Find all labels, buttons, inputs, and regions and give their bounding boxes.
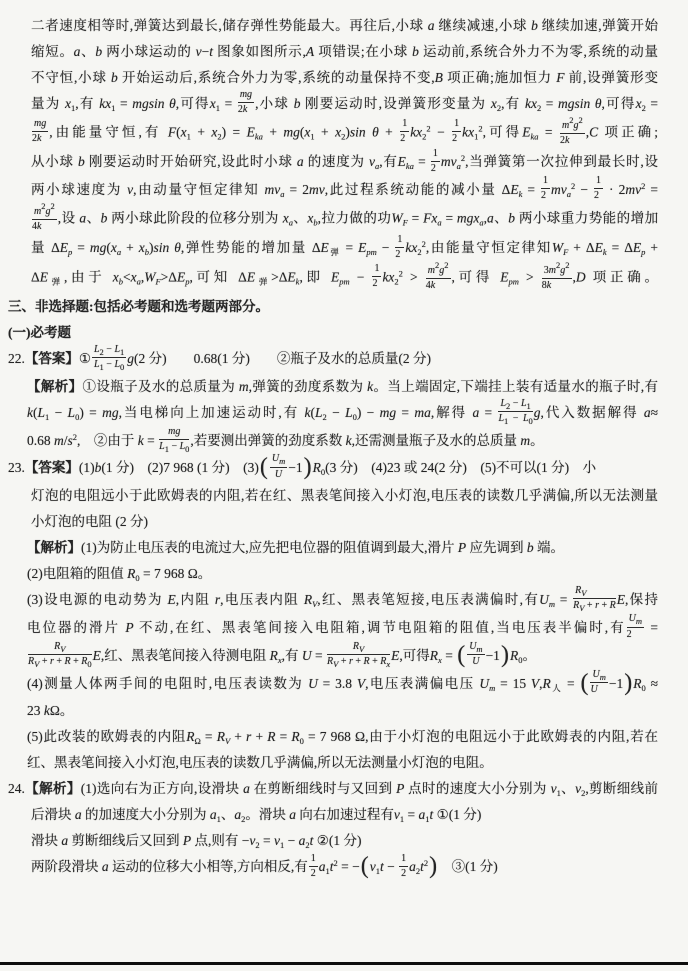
big-paren: ( [360,853,369,880]
fraction: $\frac{L_2 - L_1}{L_1 - L_0}$ [498,397,533,427]
q24-analysis-line: 后滑块 a 的加速度大小分别为 $a_1$、$a_2$。滑块 a 向右加速过程有$v_1 = a_1t$ ①(1 分) [31,807,482,825]
fraction: $\frac{U_m}{U}$ [271,453,286,480]
bold-marker: (一)必考题 [8,324,71,340]
fraction: $\frac{1}{2}$ [401,852,407,879]
q24-analysis-line: 两阶段滑块 a 运动的位移大小相等,方向相反,有 $\frac{1}{2}$ $a_1t^2 = -(v_1t$ − $\frac{1}{2}$ $a_2t^2$) ③(1 分) [31,852,498,880]
q21-analysis-line: 两小球速度为 v,由动量守恒定律知 $mv_a = 2mv$,此过程系统动能的减小量 $\Delta E_k$ = $\frac{1}{2}$ $mv_a^2$ − $\frac{1}{2}$ · $2mv^2$ = [31,175,658,202]
q22-analysis-line: 【解析】①设瓶子及水的总质量为 m,弹簧的劲度系数为 k。当上端固定,下端挂上装有适量水的瓶子时,有 [27,378,659,394]
fraction: $\frac{R_V}{R_V + r + R}$ [573,584,616,614]
bold-marker: 【答案】 [24,460,79,476]
q23-analysis-line: $\frac{R_V}{R_V + r + R + R_0}$ E,红、黑表笔间接入待测电阻 $R_x$,有 U = $\frac{R_V}{R_V + r + R + R_x}$ E,可得$R_x$ = ( $\frac{U_m}{U}$ $-1)R_0$。 [28,640,536,670]
q22-analysis-line: 0.68 $m/s^2$, ②由于 k = $\frac{mg}{L_1 - L_0}$ ,若要测出弹簧的劲度系数 k,还需测量瓶子及水的总质量 m。 [27,425,544,454]
q21-analysis-line: 二者速度相等时,弹簧达到最长,储存弹性势能最大。再往后,小球 a 继续减速,小球 b 继续加速,弹簧开始 [31,18,659,33]
document-content [0,13,688,882]
q21-analysis-line: $\frac{mg}{2k}$ ,由能量守恒,有 $F(x_1 + x_2) = E_{ka} + mg(x_1 + x_2)\sin$ θ + $\frac{1}{2}$ $kx_2^2$ − $\frac{1}{2}$ $kx_1^2$,可得$E_{ka}$ = $\frac{m^2g^2}{2k}$ ,C 项正确; [32,115,658,147]
fraction: $\frac{1}{2}$ [400,118,408,145]
fraction: $\frac{1}{2}$ [594,175,601,202]
fraction: $\frac{1}{2}$ [452,118,460,145]
fraction: $\frac{1}{2}$ [541,175,549,202]
q21-analysis-line: 量 $\Delta E_p = mg(x_a + x_b)\sin$ θ,弹性势能的增加量 $\Delta E_弹 = E_{pm}$ − $\frac{1}{2}$ $kx_2^2$,由能量守恒定律知$W_F + \Delta E_k = \Delta E_p$ + [31,233,659,260]
q23-answer-line: 小灯泡的电阻 (2 分) [31,513,148,529]
q23-analysis-line: (5)此改装的欧姆表的内阻$R_\Omega = R_V + r + R = R_0 = 7$ 968 Ω,由于小灯泡的电阻远小于此欧姆表的内阻,若在 [27,729,658,747]
fraction: $\frac{m^2g^2}{2k}$ [559,115,583,147]
fraction: $\frac{R_V}{R_V + r + R + R_0}$ [28,640,92,670]
big-paren: ) [303,454,312,481]
q23-analysis-line: (2)电阻箱的阻值 $R_0 = 7$ 968 Ω。 [27,565,212,583]
q23-analysis-line: 电位器的滑片 P 不动,在红、黑表笔间接入电阻箱,调节电阻箱的阻值,当电压表半偏时,有 $\frac{U_m}{2}$ = [27,613,659,640]
q23-analysis-line: 红、黑表笔间接入小灯泡,电压表的读数几乎满偏,所以无法测量小灯泡的电阻。 [27,755,493,771]
fraction: $\frac{1}{2}$ [310,852,316,879]
q21-analysis-line: 缩短。a、b 两小球运动的 v−t 图象如图所示,A 项错误;在小球 b 运动前,系统合外力不为零,系统的动量 [31,44,659,59]
fraction: $\frac{U_m}{U}$ [590,668,606,696]
q23-analysis-line: (4)测量人体两手间的电阻时,电压表读数为 U = 3.8 V,电压表满偏电压 $U_m = 15$ $V,R_人$ = ( $\frac{U_m}{U}$ $-1)R_0$ ≈ [27,668,658,696]
page-edge-bar [0,962,688,965]
q23-answer-line: 灯泡的电阻远小于此欧姆表的内阻,若在红、黑表笔间接入小灯泡,电压表的读数几乎满偏,所以无法测量 [31,487,658,503]
q23-analysis-line: (3)设电源的电动势为 E,内阻 r,电压表内阻 $R_V$,红、黑表笔短接,电压表满偏时,有$U_m$ = $\frac{R_V}{R_V + r + R}$ E,保持 [27,584,659,614]
bold-marker: 【答案】 [24,350,79,366]
big-paren: ( [580,669,589,696]
q22-analysis-line: $k(L_1 - L_0)$ = mg,当电梯向上加速运动时,有 $k(L_2 - L_0)$ − mg = ma,解得 a = $\frac{L_2 - L_1}{L_1 - L_0}$ g,代入数据解得 a≈ [27,397,659,427]
q24-analysis-line: 滑块 a 剪断细线后又回到 P 点,则有 $-v_2 = v_1 - a_2t$ ②(1 分) [31,833,362,851]
fraction: $\frac{mg}{2k}$ [237,89,253,116]
q23-answer-line: 23.【答案】(1)b(1 分) (2)7 968 (1 分) (3)( $\frac{U_m}{U}$ $-1)R_0(3$ 分) (4)23 或 24(2 分) (5)不可以(1 分) 小 [8,453,597,481]
fraction: $\frac{R_V}{R_V + r + R + R_x}$ [327,640,391,670]
q21-analysis-line: 不守恒,小球 b 开始运动后,系统合外力为零,系统的动量保持不变,B 项正确;施加恒力 F 前,设弹簧形变 [31,70,658,85]
fraction: $\frac{m^2g^2}{4k}$ [425,259,449,291]
big-paren: ) [429,853,438,880]
fraction: $\frac{1}{2}$ [395,233,403,260]
fraction: $\frac{U_m}{2}$ [626,613,643,640]
q21-analysis-line: 量为 $x_1$,有 $kx_1 = mgsin$ θ,可得$x_1$ = $\frac{mg}{2k}$ ,小球 b 刚要运动时,设弹簧形变量为 $x_2$,有 $kx_2 = mgsin$ θ,可得$x_2$ = [31,89,659,116]
fraction: $\frac{mg}{2k}$ [32,118,47,145]
q21-analysis-line: $\frac{m^2g^2}{4k}$ ,设 a、b 两小球此阶段的位移分别为 $x_a$、$x_b$,拉力做的功$W_F = Fx_a = mgx_a,a$、b 两小球重力势能的增加 [32,201,659,233]
q23-analysis-line: 23 kΩ。 [27,703,74,719]
big-paren: ) [624,669,633,696]
fraction: $\frac{L_2 - L_1}{L_1 - L_0}$ [93,343,125,373]
section-3-heading [0,294,658,320]
fraction: $\frac{1}{2}$ [372,262,380,289]
part-1-heading [0,320,658,346]
q22-answer-line: 22.【答案】① $\frac{L_2 - L_1}{L_1 - L_0}$ g(2 分) 0.68(1 分) ②瓶子及水的总质量(2 分) [8,343,431,373]
fraction: $\frac{U_m}{U}$ [469,640,483,668]
fraction: $\frac{m^2g^2}{4k}$ [32,201,55,233]
big-paren: ) [500,641,509,668]
bold-marker: 【解析】 [24,781,81,797]
fraction: $\frac{mg}{L_1 - L_0}$ [159,425,190,454]
bold-marker: 三、非选择题:包括必考题和选考题两部分。 [8,298,269,314]
q21-analysis-line: 从小球 b 刚要运动时开始研究,设此时小球 a 的速度为 $v_a$,有$E_{ka}$ = $\frac{1}{2}$ $mv_a^2$,当弹簧第一次拉伸到最长时,设 [31,147,659,174]
q21-analysis-line: $\Delta E_弹$,由于 $x_b<x_a,W_F>\Delta E_p$,可知 $\Delta E_弹>\Delta E_k$,即 $E_{pm}$ − $\frac{1}{2}$ $kx_2^2$ > $\frac{m^2g^2}{4k}$ ,可得 $E_{pm}$ > $\frac{3m^2g^2}{8k}$ ,D 项正确。 [31,259,658,291]
q23-analysis-line: 【解析】(1)为防止电压表的电流过大,应先把电位器的阻值调到最大,滑片 P 应先调到 b 端。 [27,539,564,555]
fraction: $\frac{3m^2g^2}{8k}$ [541,259,570,291]
bold-marker: 【解析】 [27,378,83,394]
big-paren: ( [457,641,466,668]
big-paren: ( [259,454,268,481]
fraction: $\frac{1}{2}$ [430,147,438,174]
q24-analysis-line: 24.【解析】(1)选向右为正方向,设滑块 a 在剪断细线时与又回到 P 点时的速度大小分别为 $v_1$、$v_2$,剪断细线前 [8,781,659,799]
bold-marker: 【解析】 [27,539,81,555]
